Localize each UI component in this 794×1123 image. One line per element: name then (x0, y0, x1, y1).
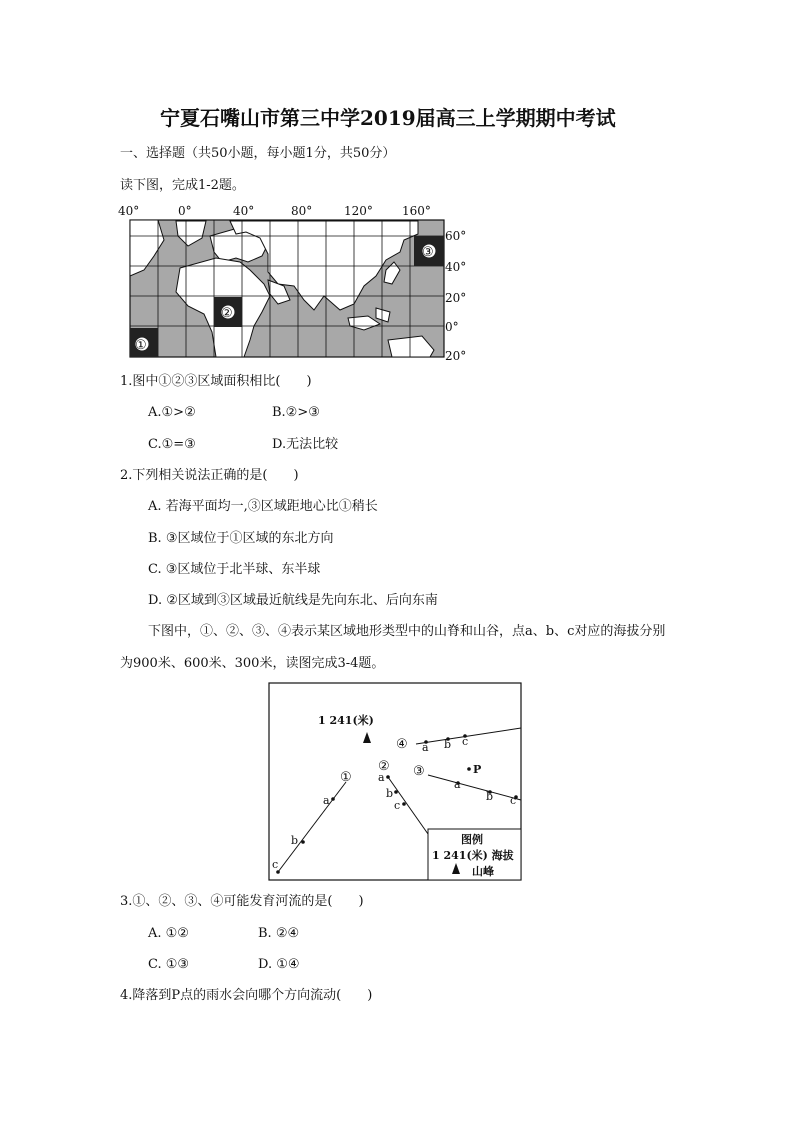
q3-option-c: C. ①③ (148, 957, 190, 972)
point-a-label: a (454, 778, 461, 791)
line-1-label: ① (340, 770, 352, 785)
legend-elevation: 1 241(米) 海拔 (432, 849, 514, 862)
line-4-label: ④ (396, 737, 408, 752)
q1-option-a: A.①>② (148, 405, 196, 420)
point-b-label: b (486, 790, 494, 803)
point-c-label: c (510, 794, 517, 807)
point-p-label: P (473, 763, 482, 776)
q3-option-d: D. ①④ (258, 957, 300, 972)
q3-option-a: A. ①② (148, 926, 189, 941)
region-3-label: ③ (422, 245, 434, 260)
q2-option-b: B. ③区域位于①区域的东北方向 (148, 531, 334, 546)
lat-label: 40° (445, 260, 467, 274)
point-b-label: b (291, 834, 299, 847)
point-c-label: c (462, 735, 469, 748)
point-b-label: b (386, 787, 394, 800)
q1-stem: 1.图中①②③区域面积相比( ) (120, 374, 312, 389)
lon-label: 120° (344, 204, 373, 218)
legend-box (428, 829, 521, 880)
world-grid-map (118, 200, 478, 362)
lat-label: 20° (445, 349, 467, 362)
region-2-label: ② (221, 306, 233, 321)
legend-title: 图例 (461, 833, 483, 846)
region-2-box (214, 297, 242, 327)
section-heading: 一、选择题（共50小题，每小题1分，共50分） (120, 146, 396, 161)
line-2-label: ② (378, 759, 390, 774)
ridge-valley-figure (268, 682, 524, 882)
q2-option-c: C. ③区域位于北半球、东半球 (148, 562, 321, 577)
lat-label: 20° (445, 291, 467, 305)
q3-option-b: B. ②④ (258, 926, 300, 941)
intro-3-4-line2: 为900米、600米、300米，读图完成3-4题。 (120, 656, 385, 671)
q2-option-d: D. ②区域到③区域最近航线是先向东北、后向东南 (148, 593, 438, 608)
q4-stem: 4.降落到P点的雨水会向哪个方向流动( ) (120, 988, 373, 1003)
point-b-label: b (444, 738, 452, 751)
point-a-label: a (323, 794, 330, 807)
q2-stem: 2.下列相关说法正确的是( ) (120, 468, 299, 483)
legend-peak-label: 山峰 (472, 865, 494, 878)
region-1-label: ① (135, 338, 147, 353)
peak-elevation-label: 1 241(米) (318, 714, 374, 727)
point-a-label: a (422, 741, 429, 754)
region-3-box (414, 236, 444, 266)
intro-1-2: 读下图，完成1-2题。 (120, 178, 245, 193)
line-3-label: ③ (413, 764, 425, 779)
lat-label: 60° (445, 229, 467, 243)
lat-label: 0° (445, 320, 459, 334)
lon-label: 40° (233, 204, 255, 218)
lon-label: 40° (118, 204, 140, 218)
lon-label: 160° (402, 204, 431, 218)
point-a-label: a (378, 771, 385, 784)
q3-stem: 3.①、②、③、④可能发育河流的是( ) (120, 894, 364, 909)
point-c-label: c (272, 858, 279, 871)
point-p (467, 767, 471, 771)
q1-option-d: D.无法比较 (272, 437, 339, 452)
q1-option-b: B.②>③ (272, 405, 320, 420)
q1-option-c: C.①=③ (148, 437, 196, 452)
q2-option-a: A. 若海平面均一,③区域距地心比①稍长 (148, 499, 378, 514)
lon-label: 80° (291, 204, 313, 218)
page-title: 宁夏石嘴山市第三中学2019届高三上学期期中考试 (160, 106, 616, 130)
intro-3-4-line1: 下图中，①、②、③、④表示某区域地形类型中的山脊和山谷，点a、b、c对应的海拔分别 (148, 624, 666, 639)
point-c-label: c (394, 799, 401, 812)
lon-label: 0° (178, 204, 192, 218)
region-1-box (130, 328, 158, 357)
